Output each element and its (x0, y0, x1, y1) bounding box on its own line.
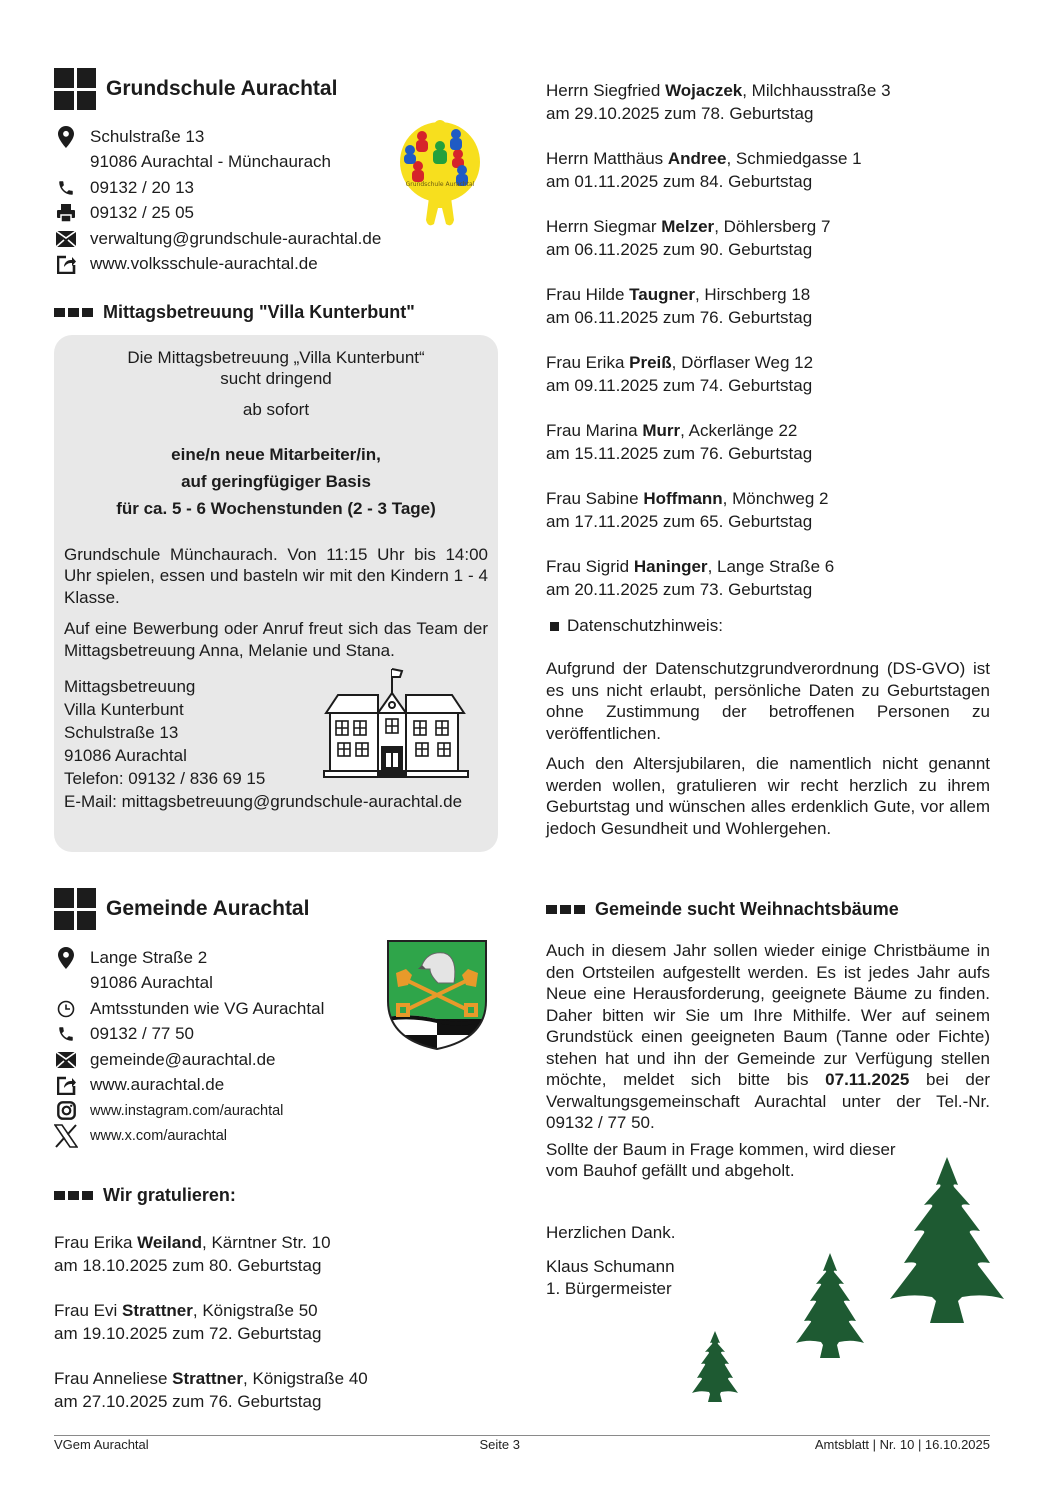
datenschutz-title: Datenschutzhinweis: (567, 616, 723, 635)
grundschule-header (54, 67, 498, 111)
gratulieren-header (54, 1182, 498, 1208)
school-building-illustration (322, 665, 470, 783)
grundschule-fax: 09132 / 25 05 (90, 203, 194, 223)
gemeinde-section (54, 887, 498, 1149)
phone-icon (54, 1023, 78, 1045)
grundschule-phone[interactable]: 09132 / 20 13 (90, 177, 194, 197)
grundschule-email[interactable]: verwaltung@grundschule-aurachtal.de (90, 228, 382, 248)
birthday-entry: Frau Anneliese Strattner, Königstraße 40 am 27.10.2025 zum 76. Geburtstag (54, 1369, 368, 1411)
external-link-icon (54, 253, 78, 275)
contact-phone[interactable]: Telefon: 09132 / 836 69 15 (64, 769, 266, 788)
grundschule-website[interactable]: www.volksschule-aurachtal.de (90, 254, 318, 274)
grundschule-address-line1: Schulstraße 13 (90, 126, 205, 146)
birthday-entry: Frau Evi Strattner, Königstraße 50 am 19.10.2025 zum 72. Geburtstag (54, 1301, 322, 1343)
envelope-icon (54, 228, 78, 250)
birthday-entry: Frau Hilde Taugner, Hirschberg 18 am 06.11.2025 zum 76. Geburtstag (546, 285, 813, 327)
gemeinde-website[interactable]: www.aurachtal.de (90, 1075, 225, 1095)
clock-icon (54, 998, 78, 1020)
gemeinde-title: Gemeinde Aurachtal (106, 897, 310, 920)
birthday-entry: Frau Erika Preiß, Dörflaser Weg 12 am 09.11.2025 zum 74. Geburtstag (546, 353, 814, 395)
mittagsbetreuung-job-box (54, 335, 498, 852)
mittagsbetreuung-section (54, 299, 498, 852)
gemeinde-x-link[interactable]: www.x.com/aurachtal (90, 1128, 227, 1145)
gemeinde-coat-of-arms (386, 939, 488, 1051)
svg-text:Grundschule Aurachtal: Grundschule Aurachtal (405, 181, 475, 188)
job-intro-line3: ab sofort (242, 400, 310, 419)
thanks-text: Herzlichen Dank. (546, 1222, 676, 1242)
weihnachtsbaeume-title: Gemeinde sucht Weihnachtsbäume (595, 898, 899, 919)
mittagsbetreuung-header (54, 299, 498, 325)
four-squares-icon (54, 68, 96, 110)
gemeinde-address-line1: Lange Straße 2 (90, 947, 208, 967)
birthday-entry: Herrn Siegfried Wojaczek, Milchhausstraße 3 am 29.10.2025 zum 78. Geburtstag (546, 81, 891, 123)
contact-org: Mittagsbetreuung (64, 677, 196, 696)
job-title-line1: eine/n neue Mitarbeiter/in, (171, 444, 381, 464)
envelope-icon (54, 1049, 78, 1071)
grundschule-address-line2: 91086 Aurachtal - Münchaurach (90, 152, 331, 172)
gemeinde-contact (54, 945, 498, 1149)
datenschutz-section (546, 615, 990, 839)
grundschule-section (54, 67, 498, 277)
three-squares-icon (54, 1191, 93, 1200)
footer-issue-info: Amtsblatt | Nr. 10 | 16.10.2025 (814, 1437, 990, 1452)
signer-name: Klaus Schumann (546, 1257, 675, 1276)
birthday-entry: Herrn Matthäus Andree, Schmiedgasse 1 am 01.11.2025 zum 84. Geburtstag (546, 149, 862, 191)
datenschutz-paragraph-1: Aufgrund der Datenschutzgrundverordnung (DS-GVO) ist es uns nicht erlaubt, persönliche Daten zu Geburtstagen ohne Zustimmung der betroffenen Personen zu veröffentlichen. (546, 659, 990, 743)
footer-divider (54, 1435, 990, 1436)
contact-street: Schulstraße 13 (64, 723, 179, 742)
grundschule-contact (54, 124, 498, 277)
weihnachtsbaeume-paragraph: Auch in diesem Jahr sollen wieder einige Christbäume in den Ortsteilen aufgestellt werden. Es ist jedes Jahr aufs Neue eine Herausforderung, geeignete Bäume zu finden. Daher bitten wir Sie um Ihre Mithilfe. Wer auf seinem Grundstück einen geeigneten Baum (Tanne oder Fichte) stehen hat und ihn der Gemeinde zur Verfügung stellen möchte, meldet sich bitte bis 07.11.2025 bei der Verwaltungsgemeinschaft Aurachtal unter der Tel.-Nr. 09132 / 77 50. (546, 941, 990, 1132)
gratulieren-title: Wir gratulieren: (103, 1184, 236, 1205)
christmas-tree-large-icon (888, 1157, 1006, 1325)
signer-role: 1. Bürgermeister (546, 1278, 672, 1298)
weihnachtsbaeume-note: Sollte der Baum in Frage kommen, wird dieser vom Bauhof gefällt und abgeholt. (546, 1139, 896, 1180)
datenschutz-header (546, 615, 990, 637)
external-link-icon (54, 1074, 78, 1096)
gemeinde-email[interactable]: gemeinde@aurachtal.de (90, 1049, 276, 1069)
square-bullet-icon (550, 622, 559, 631)
weihnachtsbaeume-header (546, 896, 990, 922)
location-pin-icon (54, 947, 78, 969)
gratulieren-section (54, 1182, 498, 1435)
birthday-entry: Frau Erika Weiland, Kärntner Str. 10 am 18.10.2025 zum 80. Geburtstag (54, 1233, 331, 1275)
birthday-entry: Frau Marina Murr, Ackerlänge 22 am 15.11.2025 zum 76. Geburtstag (546, 421, 813, 463)
mittagsbetreuung-title: Mittagsbetreuung "Villa Kunterbunt" (103, 301, 415, 322)
birthdays-list-continued (546, 79, 990, 623)
gemeinde-phone[interactable]: 09132 / 77 50 (90, 1024, 194, 1044)
x-twitter-icon (54, 1125, 78, 1147)
contact-city: 91086 Aurachtal (64, 746, 187, 765)
grundschule-title: Grundschule Aurachtal (106, 77, 338, 100)
grundschule-logo (396, 120, 484, 230)
birthday-entry: Frau Sabine Hoffmann, Mönchweg 2 am 17.11.2025 zum 65. Geburtstag (546, 489, 829, 531)
job-title-line3: für ca. 5 - 6 Wochenstunden (2 - 3 Tage) (116, 498, 436, 518)
gemeinde-header (54, 887, 498, 931)
footer-publisher: VGem Aurachtal (54, 1437, 149, 1452)
job-description: Grundschule Münchaurach. Von 11:15 Uhr bis 14:00 Uhr spielen, essen und basteln wir mit den Kindern 1 - 4 Klasse. (64, 544, 488, 607)
three-squares-icon (54, 308, 93, 317)
gemeinde-office-hours: Amtsstunden wie VG Aurachtal (90, 998, 325, 1018)
three-squares-icon (546, 905, 585, 914)
job-team-note: Auf eine Bewerbung oder Anruf freut sich das Team der Mittagsbetreuung Anna, Melanie und Stana. (64, 619, 488, 660)
gemeinde-instagram-link[interactable]: www.instagram.com/aurachtal (90, 1102, 284, 1119)
four-squares-icon (54, 888, 96, 930)
datenschutz-paragraph-2: Auch den Altersjubilaren, die namentlich nicht genannt werden wollen, gratulieren wir recht herzlich zu ihrem Geburtstag und wünschen alles erdenklich Gute, vor allem jedoch Gesundheit und Wohlergehen. (546, 754, 990, 838)
birthday-entry: Frau Sigrid Haninger, Lange Straße 6 am 20.11.2025 zum 73. Geburtstag (546, 557, 835, 599)
phone-icon (54, 177, 78, 199)
contact-email[interactable]: E-Mail: mittagsbetreuung@grundschule-aurachtal.de (64, 792, 463, 811)
page-footer (54, 1437, 990, 1452)
christmas-tree-small-icon (691, 1331, 739, 1403)
job-intro-line2: sucht dringend (220, 369, 332, 388)
job-intro-line1: Die Mittagsbetreuung „Villa Kunterbunt“ (127, 348, 425, 367)
contact-name: Villa Kunterbunt (64, 700, 184, 719)
gemeinde-address-line2: 91086 Aurachtal (90, 973, 213, 993)
christmas-tree-medium-icon (794, 1253, 866, 1359)
location-pin-icon (54, 126, 78, 148)
printer-fax-icon (54, 202, 78, 224)
birthday-entry: Herrn Siegmar Melzer, Döhlersberg 7 am 06.11.2025 zum 90. Geburtstag (546, 217, 831, 259)
footer-page-number: Seite 3 (479, 1437, 520, 1452)
job-title-line2: auf geringfügiger Basis (181, 471, 371, 491)
instagram-icon (54, 1100, 78, 1122)
